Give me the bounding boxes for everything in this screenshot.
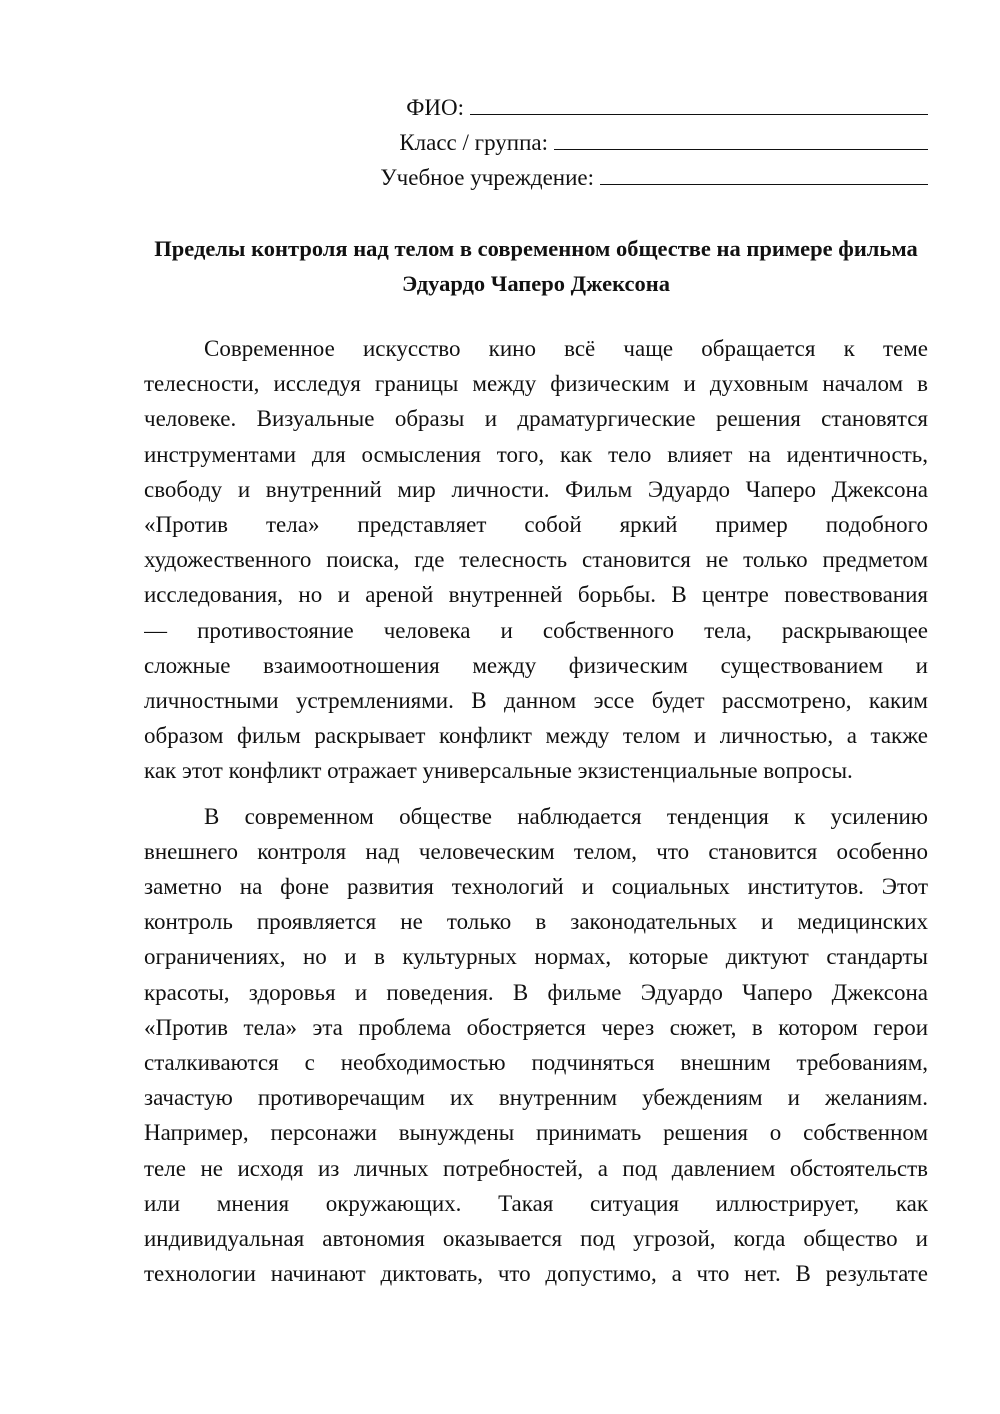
text-line: человеке. Визуальные образы и драматургические решения становятся (144, 406, 928, 432)
institution-blank-line (600, 164, 928, 185)
text-line: красоты, здоровья и поведения. В фильме Эдуардо Чаперо Джексона (144, 979, 928, 1005)
text-line: теле не исходя из личных потребностей, а под давлением обстоятельств (144, 1155, 928, 1181)
text-line: внешнего контроля над человеческим телом, что становится особенно (144, 838, 928, 864)
text-line: личностными устремлениями. В данном эссе будет рассмотрено, каким (144, 688, 928, 714)
class-row (399, 125, 928, 160)
text-line: художественного поиска, где телесность становится не только предметом (144, 547, 928, 573)
fio-label: ФИО: (406, 95, 464, 120)
text-line: инструментами для осмысления того, как тело влияет на идентичность, (144, 441, 928, 467)
institution-row (380, 160, 928, 195)
class-blank-line (554, 129, 928, 150)
class-label: Класс / группа: (399, 130, 548, 155)
text-line: — противостояние человека и собственного тела, раскрывающее (144, 617, 928, 643)
fio-blank-line (470, 94, 928, 115)
document-page (144, 90, 928, 1291)
essay-title-line-2: Эдуардо Чаперо Джексона (402, 271, 670, 296)
text-line: ограничениях, но и в культурных нормах, которые диктуют стандарты (144, 944, 928, 970)
institution-label: Учебное учреждение: (380, 165, 594, 190)
text-line: индивидуальная автономия оказывается под угрозой, когда общество и (144, 1226, 928, 1252)
text-line: Например, персонажи вынуждены принимать решения о собственном (144, 1120, 928, 1146)
text-line: «Против тела» представляет собой яркий пример подобного (144, 512, 928, 538)
text-line: сталкиваются с необходимостью подчиняться внешним требованиям, (144, 1050, 928, 1076)
text-line: сложные взаимоотношения между физическим существованием и (144, 652, 928, 678)
text-line: зачастую противоречащим их внутренним убеждениям и желаниям. (144, 1085, 928, 1111)
text-line: образом фильм раскрывает конфликт между телом и личностью, а также (144, 723, 928, 749)
essay-title (144, 231, 928, 301)
text-line: В современном обществе наблюдается тенденция к усилению (204, 803, 928, 829)
text-line: исследования, но и ареной внутренней борьбы. В центре повествования (144, 582, 928, 608)
text-line: или мнения окружающих. Такая ситуация иллюстрирует, как (144, 1190, 928, 1216)
paragraph-1 (144, 331, 928, 789)
student-info-block (144, 90, 928, 195)
essay-body (144, 331, 928, 1291)
text-line: Современное искусство кино всё чаще обращается к теме (204, 336, 928, 361)
text-line: технологии начинают диктовать, что допустимо, а что нет. В результате (144, 1261, 928, 1287)
text-line: как этот конфликт отражает универсальные экзистенциальные вопросы. (144, 758, 853, 784)
essay-title-line-1: Пределы контроля над телом в современном обществе на примере фильма (154, 236, 918, 261)
text-line: контроль проявляется не только в законодательных и медицинских (144, 909, 928, 935)
text-line: телесности, исследуя границы между физическим и духовным началом в (144, 371, 928, 397)
text-line: свободу и внутренний мир личности. Фильм Эдуардо Чаперо Джексона (144, 476, 928, 502)
text-line: заметно на фоне развития технологий и социальных институтов. Этот (144, 874, 928, 900)
paragraph-2 (144, 799, 928, 1292)
fio-row (406, 90, 928, 125)
text-line: «Против тела» эта проблема обостряется через сюжет, в котором герои (144, 1014, 928, 1040)
